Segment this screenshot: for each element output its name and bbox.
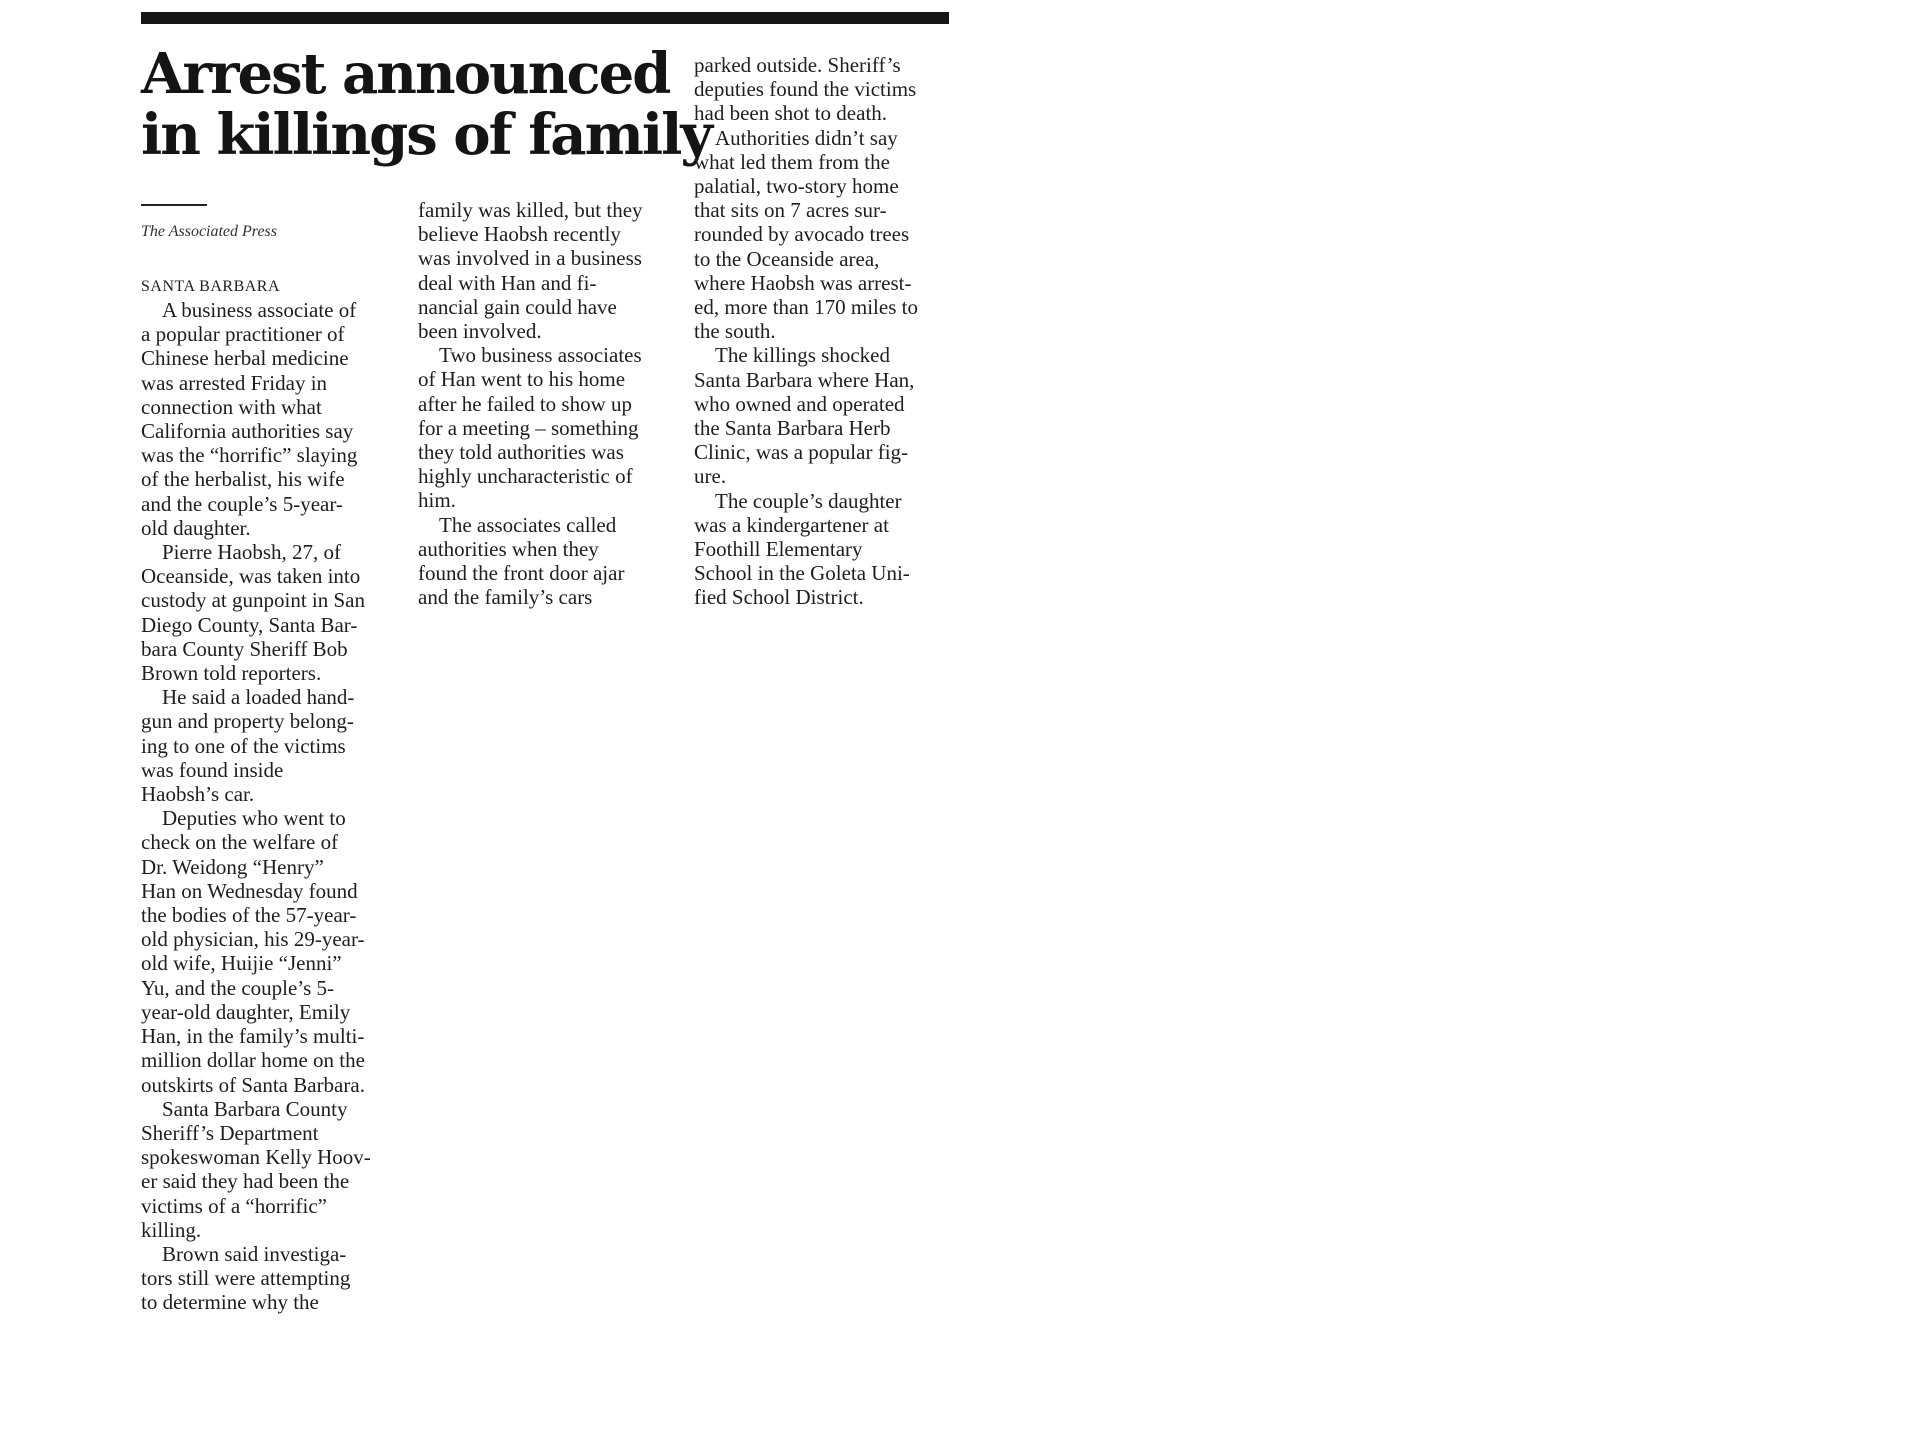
top-rule: [141, 12, 949, 24]
body-text-line: authorities when they: [418, 536, 599, 561]
body-text-line: Han on Wednesday found: [141, 878, 358, 903]
body-text-line: of the herbalist, his wife: [141, 467, 345, 492]
dateline: SANTA BARBARA: [141, 278, 281, 295]
body-text-line: check on the welfare of: [141, 830, 339, 855]
body-text-line: highly uncharacteristic of: [418, 464, 633, 489]
body-text-line: been involved.: [418, 319, 542, 344]
body-text-line: Brown said investiga-: [162, 1241, 347, 1266]
body-text-line: Pierre Haobsh, 27, of: [162, 540, 342, 565]
body-text-line: year-old daughter, Emily: [141, 999, 351, 1024]
body-text-line: believe Haobsh recently: [418, 222, 621, 247]
body-text-line: was the “horrific” slaying: [141, 443, 358, 468]
body-text-line: Brown told reporters.: [141, 661, 322, 686]
body-text-line: million dollar home on the: [141, 1048, 365, 1073]
body-text-line: fied School District.: [694, 585, 864, 610]
body-text-line: Diego County, Santa Bar-: [141, 612, 358, 637]
body-text-line: for a meeting – something: [418, 415, 639, 440]
article-column-2: [418, 198, 680, 609]
body-text-line: the bodies of the 57-year-: [141, 903, 357, 928]
body-text-line: Two business associates: [439, 343, 642, 368]
byline: The Associated Press: [141, 223, 277, 240]
body-text-line: of Han went to his home: [418, 367, 626, 392]
body-text-line: to determine why the: [141, 1290, 319, 1315]
body-text-line: the Santa Barbara Herb: [694, 416, 891, 441]
body-text-line: palatial, two-story home: [694, 174, 899, 199]
body-text-line: Sheriff’s Department: [141, 1120, 319, 1145]
body-text-line: they told authorities was: [418, 440, 624, 465]
body-text-line: Clinic, was a popular fig-: [694, 440, 909, 465]
body-text-line: Authorities didn’t say: [715, 125, 898, 150]
headline: [141, 41, 711, 168]
body-text-line: and the family’s cars: [418, 585, 593, 610]
body-text-line: gun and property belong-: [141, 709, 354, 734]
body-text-line: deal with Han and fi-: [418, 270, 597, 295]
body-text-line: spokeswoman Kelly Hoov-: [141, 1145, 371, 1170]
body-text-line: him.: [418, 488, 456, 513]
body-text-line: ing to one of the victims: [141, 733, 346, 758]
body-text-line: A business associate of: [162, 298, 357, 322]
body-text-line: tors still were attempting: [141, 1266, 351, 1291]
body-text-line: was involved in a business: [418, 246, 642, 271]
body-text-line: The couple’s daughter: [715, 488, 902, 513]
body-text-line: who owned and operated: [694, 391, 905, 416]
body-text-line: ure.: [694, 464, 727, 489]
body-text-line: that sits on 7 acres sur-: [694, 198, 887, 223]
body-text-line: He said a loaded hand-: [162, 685, 355, 710]
body-text-line: killing.: [141, 1217, 202, 1242]
body-text-line: Haobsh’s car.: [141, 782, 255, 807]
body-text-line: to the Oceanside area,: [694, 246, 880, 271]
body-text-line: old physician, his 29-year-: [141, 927, 365, 952]
body-text-line: ed, more than 170 miles to: [694, 295, 918, 320]
body-text-line: old wife, Huijie “Jenni”: [141, 951, 342, 976]
body-text-line: er said they had been the: [141, 1169, 350, 1194]
headline-line: Arrest announced: [141, 41, 670, 107]
body-text-line: bara County Sheriff Bob: [141, 636, 348, 661]
body-text-line: what led them from the: [694, 149, 890, 174]
body-text-line: The associates called: [439, 512, 617, 537]
body-text-line: and the couple’s 5-year-: [141, 491, 343, 516]
body-text-line: nancial gain could have: [418, 294, 617, 319]
body-text-line: a popular practitioner of: [141, 322, 345, 347]
body-text-line: custody at gunpoint in San: [141, 588, 365, 613]
body-text-line: family was killed, but they: [418, 198, 643, 222]
article-column-3: [694, 53, 956, 610]
body-text-line: parked outside. Sheriff’s: [694, 53, 901, 77]
body-text-line: California authorities say: [141, 419, 354, 444]
body-text-line: Han, in the family’s multi-: [141, 1024, 365, 1049]
body-text-line: after he failed to show up: [418, 391, 633, 416]
body-text-line: outskirts of Santa Barbara.: [141, 1072, 365, 1097]
body-text-line: had been shot to death.: [694, 101, 888, 126]
body-text-line: was found inside: [141, 757, 284, 782]
body-text-line: School in the Goleta Uni-: [694, 561, 910, 586]
body-text-line: was a kindergartener at: [694, 512, 889, 537]
body-text-line: where Haobsh was arrest-: [694, 270, 912, 295]
body-text-line: connection with what: [141, 394, 322, 419]
body-text-line: Foothill Elementary: [694, 537, 863, 562]
body-text-line: old daughter.: [141, 515, 251, 540]
body-text-line: rounded by avocado trees: [694, 222, 910, 247]
body-text-line: Yu, and the couple’s 5-: [141, 975, 335, 1000]
byline-rule: [141, 204, 207, 206]
body-text-line: deputies found the victims: [694, 77, 917, 102]
body-text-line: Deputies who went to: [162, 806, 346, 831]
body-text-line: Santa Barbara County: [162, 1096, 348, 1121]
body-text-line: found the front door ajar: [418, 561, 625, 586]
article-column-1: [141, 277, 401, 1315]
body-text-line: Santa Barbara where Han,: [694, 367, 915, 392]
body-text-line: the south.: [694, 319, 776, 344]
body-text-line: was arrested Friday in: [141, 370, 328, 395]
body-text-line: victims of a “horrific”: [141, 1193, 328, 1218]
body-text-line: Oceanside, was taken into: [141, 564, 361, 589]
body-text-line: The killings shocked: [715, 343, 890, 368]
body-text-line: Chinese herbal medicine: [141, 346, 349, 371]
headline-line: in killings of family: [141, 102, 711, 168]
body-text-line: Dr. Weidong “Henry”: [141, 854, 324, 879]
